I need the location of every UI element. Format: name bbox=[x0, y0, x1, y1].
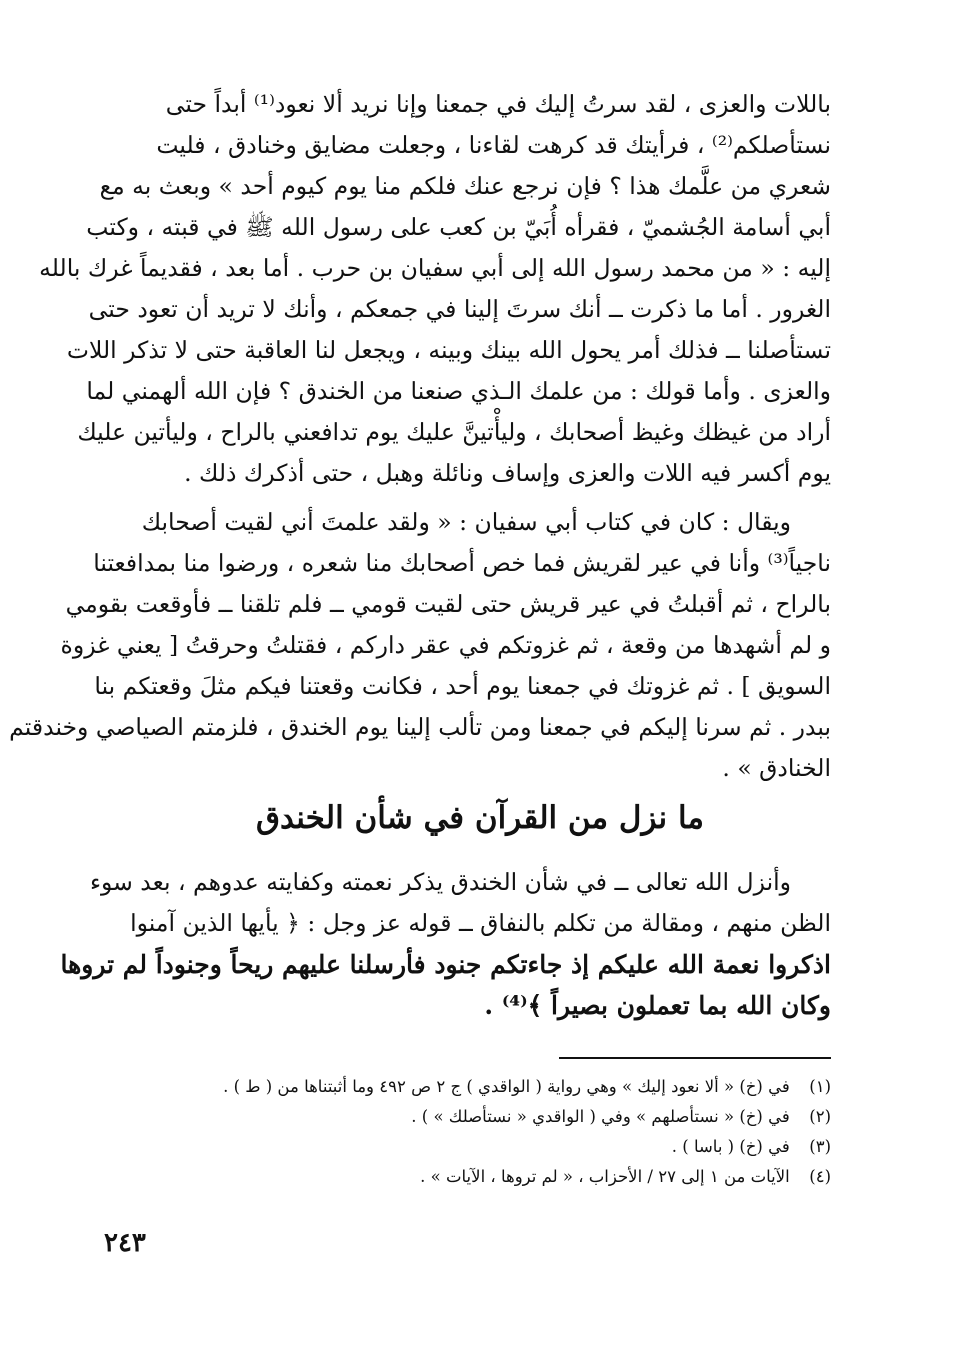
footnote-text: الآيات من ١ إلى ٢٧ / الأحزاب ، « لم تروها ، الآيات » . bbox=[420, 1167, 790, 1186]
paragraph-1-line: يوم أكسر فيه اللات والعزى وإساف ونائلة وهبل ، حتى أذكرك ذلك . bbox=[184, 459, 831, 487]
footnote-number: (٢) bbox=[809, 1107, 831, 1126]
paragraph-3 bbox=[60, 862, 831, 1026]
paragraph-2 bbox=[9, 502, 831, 789]
footnote bbox=[119, 1102, 831, 1132]
paragraph-1-line: الغرور . أما ما ذكرت ــ أنك سرتَ إلينا في جمعكم ، وأنك لا تريد أن تعود حتى bbox=[88, 295, 831, 323]
footnote bbox=[119, 1132, 831, 1162]
section-heading: ما نزل من القرآن في شأن الخندق bbox=[255, 800, 705, 836]
paragraph-1-line: تستأصلنا ــ فذلك أمر يحول الله بينك وبينه ، ويجعل لنا العاقبة حتى لا تذكر اللات bbox=[66, 336, 831, 364]
footnote-number: (٤) bbox=[809, 1167, 831, 1186]
footnote bbox=[119, 1072, 831, 1102]
paragraph-1 bbox=[39, 84, 831, 494]
paragraph-1-line: شعري من علَّمك هذا ؟ فإن نرجع عنك فلكم منا يوم كيوم أحد » وبعث به مع bbox=[99, 172, 831, 200]
footnote-text: في (خ) « ألا نعود إليك » وهي رواية ( الواقدي ) ج ٢ ص ٤٩٢ وما أثبتناها من ( ط ) . bbox=[223, 1077, 790, 1096]
paragraph-3-line: وأنزل الله تعالى ــ في شأن الخندق يذكر نعمته وكفايته عدوهم ، بعد سوء bbox=[89, 868, 791, 896]
paragraph-1-line: نستأصلكم⁽²⁾ ، فرأيتك قد كرهت لقاءنا ، وجعلت مضايق وخنادق ، فليت bbox=[156, 131, 831, 159]
footnote-number: (٣) bbox=[809, 1137, 831, 1156]
paragraph-2-line: و لم أشهدها من وقعة ، ثم غزوتكم في عقر داركم ، فقتلتُ وحرقتُ [ يعني غزوة bbox=[60, 631, 831, 659]
footnote-text: في (خ) ( باسا ) . bbox=[671, 1137, 790, 1156]
paragraph-1-line: والعزى . وأما قولك : من علمك الـذي صنعنا من الخندق ؟ فإن الله ألهمني لما bbox=[86, 377, 831, 405]
paragraph-1-line: باللات والعزى ، لقد سرتُ إليك في جمعنا وإنا نريد ألا نعود⁽¹⁾ أبداً حتى bbox=[165, 90, 831, 118]
footnotes bbox=[119, 1072, 831, 1192]
paragraph-1-line: أراد من غيظك وغيظ أصحابك ، وليأْتينَّ عليك يوم تدافعني بالراح ، وليأتين عليك bbox=[77, 418, 831, 446]
footnote bbox=[119, 1162, 831, 1192]
quran-verse-line: اذكروا نعمة الله عليكم إذ جاءتكم جنود فأرسلنا عليهم ريحاً وجنوداً لم تروها bbox=[60, 950, 831, 979]
paragraph-3-line: الظن منهم ، ومقالة من تكلم بالنفاق ــ قوله عز وجل : ﴿ يأيها الذين آمنوا bbox=[130, 909, 831, 937]
paragraph-2-line: بالراح ، ثم أقبلتُ في عير قريش حتى لقيت قومي ــ فلم تلقنا ــ فأوقعت بقومي bbox=[65, 590, 831, 618]
paragraph-2-line: ببدر . ثم سرنا إليكم في جمعنا ومن تألب إلينا يوم الخندق ، فلزمتم الصياصي وخندقتم bbox=[9, 713, 831, 741]
paragraph-1-line: أبي أسامة الجُشميّ ، فقرأه أُبَيّ بن كعب على رسول الله ﷺ في قبته ، وكتب bbox=[86, 213, 831, 241]
footnote-number: (١) bbox=[809, 1077, 831, 1096]
paragraph-2-line: الخنادق » . bbox=[722, 754, 831, 782]
paragraph-2-line: ناجياً⁽³⁾ وأنا في عير لقريش فما خص أصحابك منا شعره ، ورضوا منا بمدافعتنا bbox=[93, 549, 831, 577]
footnote-divider bbox=[559, 1057, 831, 1059]
paragraph-2-line: ويقال : كان في كتاب أبي سفيان : « ولقد علمتَ أني لقيت أصحابك bbox=[141, 508, 791, 536]
paragraph-1-line: إليه : « من محمد رسول الله إلى أبي سفيان بن حرب . أما بعد ، فقديماً غرك بالله bbox=[39, 254, 831, 282]
quran-verse-line: وكان الله بما تعملون بصيراً ﴾⁽⁴⁾ . bbox=[484, 991, 831, 1020]
paragraph-2-line: السويق ] . ثم غزوتك في جمعنا يوم أحد ، فكانت وقعتنا فيكم مثلَ وقعتكم بنا bbox=[94, 672, 831, 700]
footnote-text: في (خ) « نستأصلهم » وفي ( الواقدي « نستأصلك » ) . bbox=[411, 1107, 790, 1126]
page-number: ٢٤٣ bbox=[104, 1228, 146, 1258]
